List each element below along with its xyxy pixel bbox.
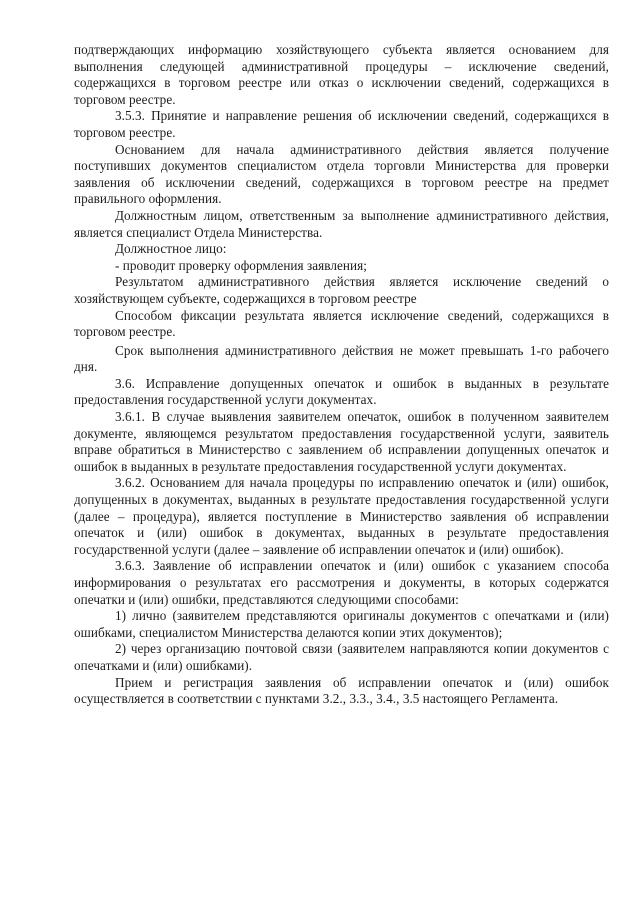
list-item-check: - проводит проверку оформления заявления; — [115, 257, 367, 273]
section-3-6-2: 3.6.2. Основанием для начала процедуры по исправлению опечаток и (или) ошибок, допущенных в документах, выданных в результате предоставления государственной услуги (далее – процедура), является поступление в Министерство заявления об исправлении опечаток и (или) ошибок в документах, выданных в результате предоставления государственной услуги (далее – заявление об исправлении опечаток и (или) ошибок). — [74, 475, 609, 557]
paragraph-continuation: подтверждающих информацию хозяйствующего субъекта является основанием для выполнения следующей административной процедуры – исключение сведений, содержащихся в торговом реестре или отказ о исключении сведений, содержащихся в торговом реестре. — [74, 42, 609, 107]
section-3-5-3-heading: 3.5.3. Принятие и направление решения об исключении сведений, содержащихся в торговом реестре. — [74, 108, 609, 140]
document-page — [74, 42, 609, 708]
section-3-6-1: 3.6.1. В случае выявления заявителем опечаток, ошибок в полученном заявителем документе, являющемся результатом предоставления государственной услуги, заявитель вправе обратиться в Министерство с заявлением об исправлении допущенных опечаток и ошибок в выданных в результате предоставления государственной услуги документах. — [74, 409, 609, 474]
paragraph-deadline: Срок выполнения административного действия не может превышать 1-го рабочего дня. — [74, 342, 609, 375]
list-item-by-mail: 2) через организацию почтовой связи (заявителем направляются копии документов с опечатками и (или) ошибками). — [74, 641, 609, 673]
paragraph-official-label: Должностное лицо: — [115, 241, 227, 257]
list-item-in-person: 1) лично (заявителем представляются оригиналы документов с опечатками и (или) ошибками, специалистом Министерства делаются копии этих документов); — [74, 608, 609, 640]
paragraph-basis: Основанием для начала административного действия является получение поступивших документов специалистом отдела торговли Министерства для проверки заявления об исключении сведений, содержащихся в торговом реестре на предмет правильного оформления. — [74, 141, 609, 207]
paragraph-registration: Прием и регистрация заявления об исправлении опечаток и (или) ошибок осуществляется в соответствии с пунктами 3.2., 3.3., 3.4., 3.5 настоящего Регламента. — [74, 674, 609, 707]
paragraph-fixation: Способом фиксации результата является исключение сведений, содержащихся в торговом реестре. — [74, 307, 609, 340]
section-3-6-heading: 3.6. Исправление допущенных опечаток и ошибок в выданных в результате предоставления государственной услуги документах. — [74, 375, 609, 408]
section-3-6-3: 3.6.3. Заявление об исправлении опечаток и (или) ошибок с указанием способа информирования о результатах его рассмотрения и документы, в которых содержатся опечатки и (или) ошибки, представляются следующими способами: — [74, 558, 609, 607]
paragraph-result: Результатом административного действия является исключение сведений о хозяйствующем субъекте, содержащихся в торговом реестре — [74, 274, 609, 306]
paragraph-responsible-official: Должностным лицом, ответственным за выполнение административного действия, является специалист Отдела Министерства. — [74, 207, 609, 240]
